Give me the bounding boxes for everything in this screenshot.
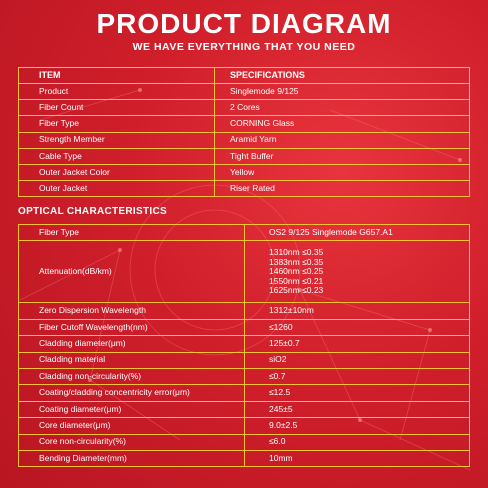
page-subtitle: WE HAVE EVERYTHING THAT YOU NEED bbox=[132, 41, 356, 53]
table-row bbox=[19, 401, 470, 417]
table-row bbox=[19, 181, 470, 197]
optical-value: 245±5 bbox=[245, 401, 470, 417]
spec-label: Cable Type bbox=[19, 148, 215, 164]
table-row bbox=[19, 303, 470, 319]
column-header-item: ITEM bbox=[19, 68, 215, 84]
optical-label: Core diameter(μm) bbox=[19, 418, 245, 434]
table-row bbox=[19, 450, 470, 466]
optical-label: Fiber Type bbox=[19, 225, 245, 241]
table-row bbox=[19, 116, 470, 132]
spec-value: Riser Rated bbox=[215, 181, 470, 197]
section-title-optical: OPTICAL CHARACTERISTICS bbox=[18, 206, 167, 217]
attenuation-values bbox=[245, 241, 470, 303]
optical-value: OS2 9/125 Singlemode G657.A1 bbox=[245, 225, 470, 241]
attenuation-value: 1310nm ≤0.35 bbox=[269, 247, 324, 258]
spec-value: Yellow bbox=[215, 164, 470, 180]
spec-label: Fiber Type bbox=[19, 116, 215, 132]
spec-value: Tight Buffer bbox=[215, 148, 470, 164]
optical-label: Fiber Cutoff Wavelength(nm) bbox=[19, 319, 245, 335]
spec-value: Aramid Yarn bbox=[215, 132, 470, 148]
spec-table bbox=[18, 67, 470, 197]
table-header-row bbox=[19, 68, 470, 84]
optical-value: 1312±10nm bbox=[245, 303, 470, 319]
attenuation-value: 1550nm ≤0.21 bbox=[269, 275, 324, 286]
optical-value: ≤1260 bbox=[245, 319, 470, 335]
optical-value: siO2 bbox=[245, 352, 470, 368]
table-row bbox=[19, 385, 470, 401]
table-row bbox=[19, 100, 470, 116]
table-row bbox=[19, 241, 470, 303]
spec-label: Product bbox=[19, 84, 215, 100]
optical-value: ≤6.0 bbox=[245, 434, 470, 450]
optical-table bbox=[18, 224, 470, 467]
optical-label: Coating diameter(μm) bbox=[19, 401, 245, 417]
table-row bbox=[19, 336, 470, 352]
optical-label: Bending Diameter(mm) bbox=[19, 450, 245, 466]
spec-label: Outer Jacket bbox=[19, 181, 215, 197]
spec-label: Strength Member bbox=[19, 132, 215, 148]
optical-value: 9.0±2.5 bbox=[245, 418, 470, 434]
page-title: PRODUCT DIAGRAM bbox=[96, 8, 392, 39]
table-row bbox=[19, 84, 470, 100]
table-row bbox=[19, 368, 470, 384]
optical-label: Cladding diameter(μm) bbox=[19, 336, 245, 352]
optical-label: Attenuation(dB/km) bbox=[19, 241, 245, 303]
table-row bbox=[19, 352, 470, 368]
table-row bbox=[19, 319, 470, 335]
attenuation-value: 1460nm ≤0.25 bbox=[269, 266, 324, 277]
optical-value: 10mm bbox=[245, 450, 470, 466]
column-header-specifications: SPECIFICATIONS bbox=[215, 68, 470, 84]
spec-label: Fiber Count bbox=[19, 100, 215, 116]
spec-value: CORNING Glass bbox=[215, 116, 470, 132]
attenuation-value: 1625nm ≤0.23 bbox=[269, 285, 324, 296]
table-row bbox=[19, 225, 470, 241]
optical-label: Cladding material bbox=[19, 352, 245, 368]
table-row bbox=[19, 164, 470, 180]
optical-label: Cladding non-circularity(%) bbox=[19, 368, 245, 384]
spec-value: 2 Cores bbox=[215, 100, 470, 116]
spec-value: Singlemode 9/125 bbox=[215, 84, 470, 100]
table-row bbox=[19, 418, 470, 434]
optical-value: ≤12.5 bbox=[245, 385, 470, 401]
optical-value: ≤0.7 bbox=[245, 368, 470, 384]
spec-label: Outer Jacket Color bbox=[19, 164, 215, 180]
table-row bbox=[19, 434, 470, 450]
table-row bbox=[19, 132, 470, 148]
optical-label: Coating/cladding concentricity error(μm) bbox=[19, 385, 245, 401]
optical-label: Core non-circularity(%) bbox=[19, 434, 245, 450]
optical-label: Zero Dispersion Wavelength bbox=[19, 303, 245, 319]
attenuation-value: 1383nm ≤0.35 bbox=[269, 256, 324, 267]
table-row bbox=[19, 148, 470, 164]
optical-value: 125±0.7 bbox=[245, 336, 470, 352]
